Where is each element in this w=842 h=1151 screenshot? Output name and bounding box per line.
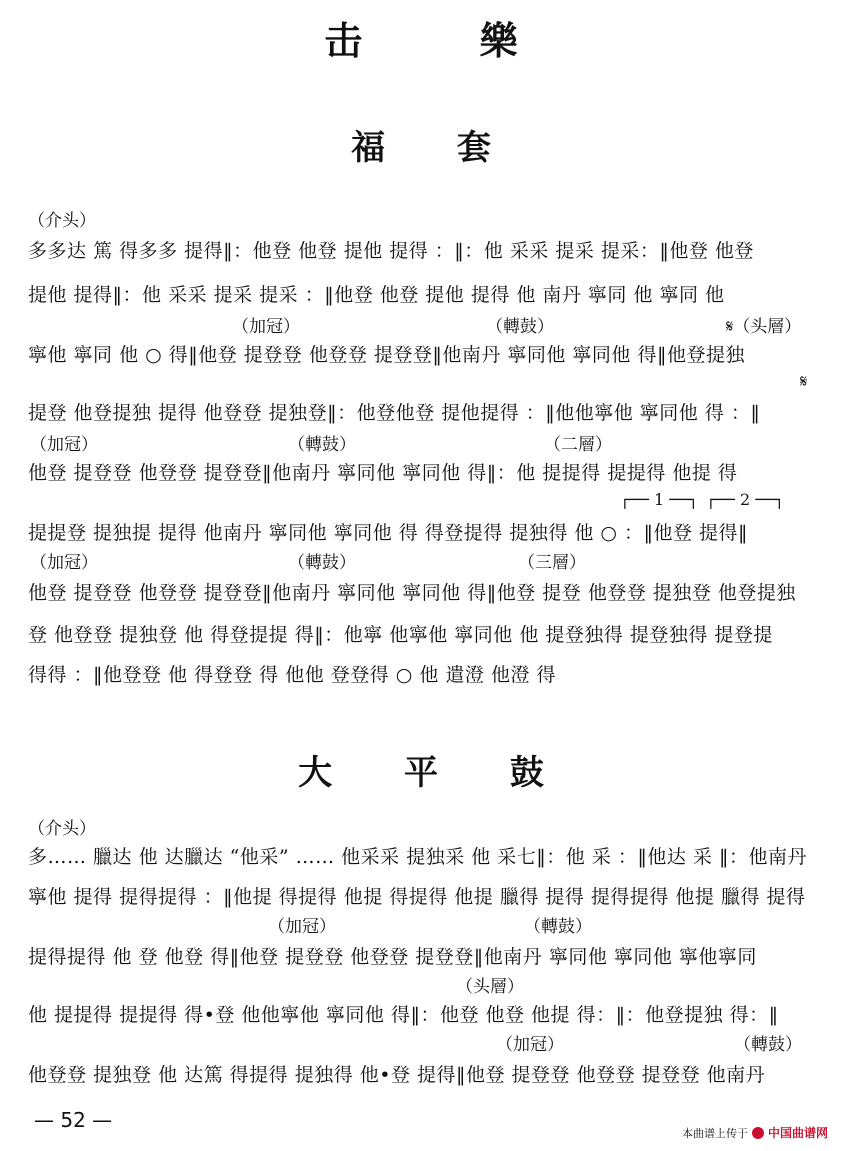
jiaguan-label: （加冠） [232, 317, 300, 337]
zhuangu-label: （轉鼓） [288, 435, 356, 455]
volta-2-label: 2 [739, 490, 751, 509]
site-logo-icon [752, 1127, 764, 1139]
intro-label: （介头） [28, 819, 96, 839]
jiaguan-label: （加冠） [30, 435, 98, 455]
footer-site-name[interactable]: 中国曲谱网 [767, 1126, 828, 1140]
score-line: 寧他 提得 提得提得 ：‖他提 得提得 他提 得提得 他提 臘得 提得 提得提得 他提 臘得 提得 [28, 886, 806, 908]
score-line: 提提登 提独提 提得 他南丹 寧同他 寧同他 得 得登提得 提独得 他 ○ ：‖他登 提得‖ [28, 522, 749, 544]
score-line: 他登 提登登 他登登 提登登‖他南丹 寧同他 寧同他 得‖他登 提登 他登登 提独登 他登提独 [28, 582, 796, 604]
zhuangu-label: （轉鼓） [734, 1035, 802, 1055]
score-line: 提得提得 他 登 他登 得‖他登 提登登 他登登 提登登‖他南丹 寧同他 寧同他 寧他寧同 [28, 946, 757, 968]
score-line: 多…… 臘达 他 达臘达 “他采” …… 他采采 提独采 他 采七‖：他 采 ：‖他达 采 ‖：他南丹 [28, 846, 807, 868]
sanceng-label: （三層） [518, 553, 586, 573]
page-number: — 52 — [34, 1108, 113, 1132]
score-line: 得得 ：‖他登登 他 得登登 得 他他 登登得 ○ 他 遣澄 他澄 得 [28, 664, 557, 686]
score-line: 提登 他登提独 提得 他登登 提独登‖：他登他登 提他提得 ：‖他他寧他 寧同他 得 ：‖ [28, 402, 761, 424]
segno-mark: 𝄋 [800, 372, 808, 392]
section-title-fu-tao: 福 套 [351, 128, 521, 168]
footer-watermark [682, 1124, 828, 1141]
footer-text: 本曲谱上传于 [681, 1126, 748, 1140]
score-line: 他 提提得 提提得 得•登 他他寧他 寧同他 得‖：他登 他登 他提 得：‖：他登提独 得：‖ [28, 1004, 779, 1026]
volta-1-label: 1 [653, 490, 665, 509]
score-line: 寧他 寧同 他 ○ 得‖他登 提登登 他登登 提登登‖他南丹 寧同他 寧同他 得‖他登提独 [28, 344, 745, 366]
score-line: 登 他登登 提独登 他 得登提提 得‖：他寧 他寧他 寧同他 他 提登独得 提登独得 提登提 [28, 624, 773, 646]
touceng-label: 𝄋（头層） [726, 317, 802, 337]
score-line: 提他 提得‖：他 采采 提采 提采 ：‖他登 他登 提他 提得 他 南丹 寧同 他 寧同 他 [28, 284, 725, 306]
page-title: 击 樂 [324, 18, 570, 63]
score-line: 他登 提登登 他登登 提登登‖他南丹 寧同他 寧同他 得‖：他 提提得 提提得 他提 得 [28, 462, 738, 484]
zhuangu-label: （轉鼓） [524, 917, 592, 937]
jiaguan-label: （加冠） [30, 553, 98, 573]
erceng-label: （二層） [544, 435, 612, 455]
intro-label: （介头） [28, 211, 96, 231]
zhuangu-label: （轉鼓） [486, 317, 554, 337]
touceng-label: （头層） [456, 977, 524, 997]
volta-bracket-2: ┌── 2 ──┐ [706, 490, 785, 509]
score-line: 多多达 篤 得多多 提得‖：他登 他登 提他 提得 ：‖：他 采采 提采 提采：‖他登 他登 [28, 240, 754, 262]
section-title-da-ping-gu: 大 平 鼓 [298, 753, 574, 793]
volta-bracket-1: ┌── 1 ──┐ [620, 490, 699, 509]
score-line: 他登登 提独登 他 达篤 得提得 提独得 他•登 提得‖他登 提登登 他登登 提登登 他南丹 [28, 1064, 766, 1086]
zhuangu-label: （轉鼓） [288, 553, 356, 573]
jiaguan-label: （加冠） [268, 917, 336, 937]
jiaguan-label: （加冠） [496, 1035, 564, 1055]
